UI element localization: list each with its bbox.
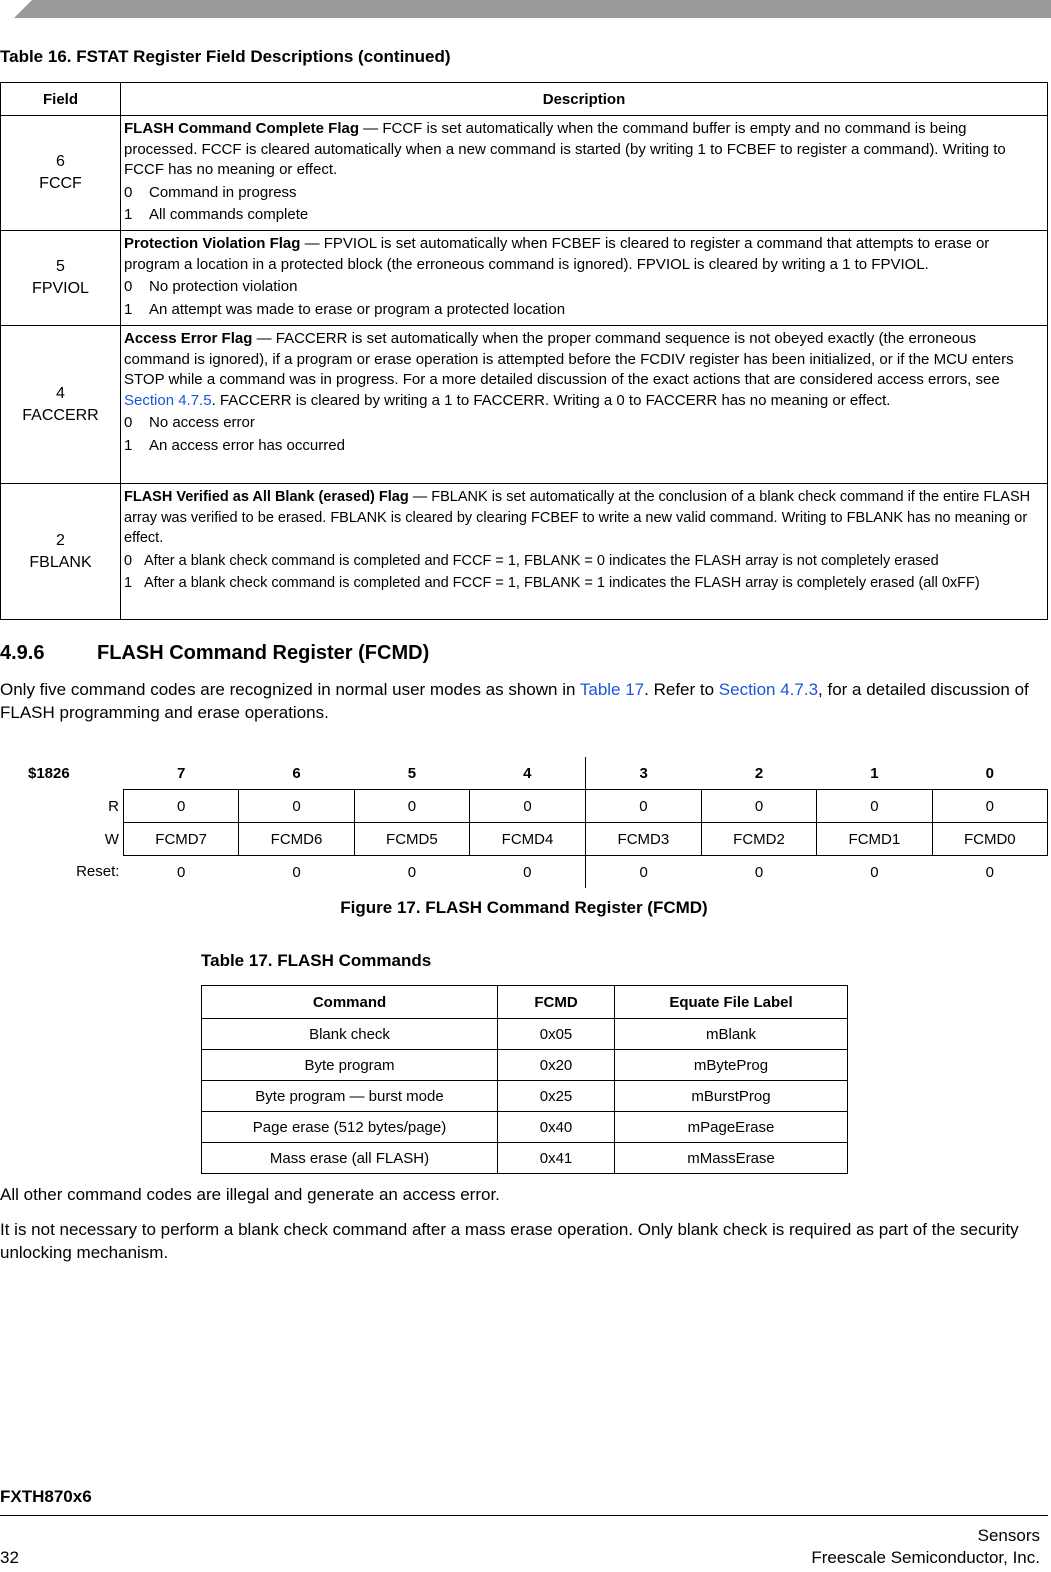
field-title: Protection Violation Flag bbox=[124, 235, 301, 252]
read-bit-value: 0 bbox=[701, 790, 816, 823]
table-row bbox=[1, 484, 1048, 620]
description-cell bbox=[121, 231, 1048, 326]
register-address: $1826 bbox=[28, 764, 70, 782]
reset-bit-value: 0 bbox=[292, 863, 301, 881]
write-bit-field: FCMD3 bbox=[585, 823, 701, 856]
bit-number: 4 bbox=[470, 757, 586, 790]
bit-number: 5 bbox=[407, 764, 417, 782]
write-bit-field: FCMD2 bbox=[701, 823, 816, 856]
reset-bit-value: 0 bbox=[639, 863, 648, 881]
field-bit: 2 bbox=[56, 531, 65, 549]
bit-number: 7 bbox=[176, 764, 186, 782]
page-number: 32 bbox=[0, 1548, 19, 1567]
intro-text: . Refer to bbox=[644, 680, 719, 699]
reset-bit-value: 0 bbox=[870, 863, 879, 881]
footer-doc-id: FXTH870x6 bbox=[0, 1487, 92, 1506]
table-row bbox=[1, 231, 1048, 326]
table-17-caption: Table 17. FLASH Commands bbox=[201, 951, 432, 970]
value-text: After a blank check command is completed and FCCF = 1, FBLANK = 0 indicates the FLASH array is not completely erased bbox=[144, 552, 939, 569]
value-text: An attempt was made to erase or program a protected location bbox=[149, 300, 566, 318]
section-heading bbox=[0, 642, 429, 665]
footer-line-company: Freescale Semiconductor, Inc. bbox=[811, 1548, 1040, 1567]
field-description: — FCCF is set automatically when the command buffer is empty and no command is being processed. FCCF is cleared automatically when a new command is started (by writing 1 to FCBEF to register a command). Writing to FCCF has no meaning or effect. bbox=[124, 120, 1006, 178]
column-header-fcmd: FCMD bbox=[498, 986, 615, 1019]
fstat-field-table bbox=[0, 82, 1048, 620]
command-label: mBlank bbox=[615, 1019, 848, 1050]
value-text: Command in progress bbox=[149, 183, 297, 201]
column-header-command: Command bbox=[202, 986, 498, 1019]
write-bit-field: FCMD0 bbox=[932, 823, 1047, 856]
field-cell bbox=[1, 116, 121, 231]
read-bit-value: 0 bbox=[470, 790, 586, 823]
column-header-description: Description bbox=[121, 83, 1048, 116]
section-intro-paragraph bbox=[0, 678, 1046, 724]
command-label: mMassErase bbox=[615, 1143, 848, 1174]
field-description-cont: . FACCERR is cleared by writing a 1 to FACCERR. Writing a 0 to FACCERR has no meaning or effect. bbox=[211, 391, 891, 409]
command-code: 0x05 bbox=[498, 1019, 615, 1050]
reset-bit-value: 0 bbox=[754, 863, 764, 881]
paragraph-illegal-codes: All other command codes are illegal and generate an access error. bbox=[0, 1185, 500, 1204]
table-row bbox=[1, 116, 1048, 231]
figure-17-caption: Figure 17. FLASH Command Register (FCMD) bbox=[340, 898, 708, 917]
table-17-link[interactable]: Table 17 bbox=[579, 680, 645, 699]
value-number: 1 bbox=[124, 575, 133, 591]
command-code: 0x20 bbox=[498, 1050, 615, 1081]
command-name: Byte program bbox=[202, 1050, 498, 1081]
table-row bbox=[202, 1081, 848, 1112]
paragraph-blank-check: It is not necessary to perform a blank check command after a mass erase operation. Only blank check is required as part of the security unlocking mechanism. bbox=[0, 1220, 1019, 1262]
field-title: Access Error Flag bbox=[124, 330, 253, 347]
table-header-row bbox=[202, 986, 848, 1019]
description-cell bbox=[121, 326, 1048, 484]
command-label: mByteProg bbox=[615, 1050, 848, 1081]
read-bit-value: 0 bbox=[932, 790, 1047, 823]
value-number: 1 bbox=[124, 436, 133, 454]
table-row bbox=[1, 326, 1048, 484]
table-row bbox=[202, 1112, 848, 1143]
value-text: No access error bbox=[149, 414, 255, 431]
column-header-equate-label: Equate File Label bbox=[615, 986, 848, 1019]
command-name: Page erase (512 bytes/page) bbox=[202, 1112, 498, 1143]
write-label: W bbox=[104, 830, 119, 848]
field-cell bbox=[1, 326, 121, 484]
table-header-row bbox=[1, 83, 1048, 116]
register-read-row bbox=[0, 790, 1048, 823]
value-number: 0 bbox=[124, 552, 133, 569]
column-header-field: Field bbox=[1, 83, 121, 116]
read-bit-value: 0 bbox=[817, 790, 932, 823]
field-description: — FACCERR is set automatically when the proper command sequence is not obeyed exactly (the erroneous command is ignored), if a program or erase operation is attempted before the FCDIV register has been initialized, or if the MCU enters STOP while a command was in progress. For a more detailed discussion of the exact actions that are considered access errors, see bbox=[124, 330, 1014, 388]
field-title: FLASH Verified as All Blank (erased) Flag bbox=[124, 489, 409, 505]
command-code: 0x25 bbox=[498, 1081, 615, 1112]
value-number: 0 bbox=[124, 414, 133, 431]
bit-number: 6 bbox=[292, 764, 301, 782]
write-bit-field: FCMD7 bbox=[123, 823, 238, 856]
command-code: 0x41 bbox=[498, 1143, 615, 1174]
read-bit-value: 0 bbox=[354, 790, 469, 823]
command-name: Byte program — burst mode bbox=[202, 1081, 498, 1112]
field-bit: 4 bbox=[56, 384, 65, 402]
value-text: No protection violation bbox=[149, 278, 298, 295]
field-cell bbox=[1, 231, 121, 326]
bit-number: 3 bbox=[639, 764, 648, 782]
bit-number: 0 bbox=[985, 764, 994, 782]
field-name: FPVIOL bbox=[32, 280, 89, 297]
value-number: 1 bbox=[124, 300, 133, 318]
register-bit-row bbox=[0, 757, 1048, 790]
write-bit-field: FCMD4 bbox=[470, 823, 586, 856]
reset-bit-value: 0 bbox=[407, 863, 417, 881]
command-label: mPageErase bbox=[615, 1112, 848, 1143]
command-name: Blank check bbox=[202, 1019, 498, 1050]
field-name: FBLANK bbox=[29, 553, 92, 571]
command-code: 0x40 bbox=[498, 1112, 615, 1143]
reset-label: Reset: bbox=[76, 863, 120, 881]
intro-text: Only five command codes are recognized in normal user modes as shown in bbox=[0, 680, 580, 699]
value-text: After a blank check command is completed and FCCF = 1, FBLANK = 1 indicates the FLASH array is completely erased (all 0xFF) bbox=[144, 575, 980, 591]
footer-divider bbox=[0, 1515, 1048, 1516]
read-label: R bbox=[108, 797, 119, 815]
command-name: Mass erase (all FLASH) bbox=[202, 1143, 498, 1174]
reset-bit-value: 0 bbox=[470, 856, 586, 889]
value-number: 0 bbox=[124, 183, 133, 201]
field-description: — FPVIOL is set automatically when FCBEF is cleared to register a command that attempts to erase or program a location in a protected block (the erroneous command is ignored). FPVIOL is cleared by writing a 1 to FPVIOL. bbox=[124, 235, 990, 273]
intro-text: , for a detailed discussion of FLASH programming and erase operations. bbox=[0, 680, 1029, 722]
section-4-7-5-link[interactable]: Section 4.7.5 bbox=[124, 391, 212, 409]
table-row bbox=[202, 1050, 848, 1081]
field-bit: 5 bbox=[56, 258, 65, 275]
command-label: mBurstProg bbox=[615, 1081, 848, 1112]
bit-number: 1 bbox=[870, 764, 879, 782]
value-text: All commands complete bbox=[149, 206, 309, 223]
write-bit-field: FCMD6 bbox=[239, 823, 354, 856]
reset-bit-value: 0 bbox=[985, 863, 994, 881]
field-name: FCCF bbox=[39, 175, 82, 192]
read-bit-value: 0 bbox=[585, 790, 701, 823]
table-16-caption: Table 16. FSTAT Register Field Descriptions (continued) bbox=[0, 47, 451, 66]
field-bit: 6 bbox=[56, 153, 65, 170]
reset-bit-value: 0 bbox=[176, 863, 186, 881]
value-text: An access error has occurred bbox=[149, 436, 345, 454]
register-reset-row bbox=[0, 856, 1048, 889]
fcmd-register-diagram bbox=[0, 757, 1048, 888]
section-4-7-3-link[interactable]: Section 4.7.3 bbox=[718, 680, 819, 699]
field-cell bbox=[1, 484, 121, 620]
section-title: FLASH Command Register (FCMD) bbox=[97, 642, 430, 664]
field-name: FACCERR bbox=[22, 406, 99, 424]
section-number: 4.9.6 bbox=[0, 642, 45, 664]
flash-commands-table bbox=[201, 985, 848, 1174]
footer-line-sensors: Sensors bbox=[977, 1526, 1040, 1545]
write-bit-field: FCMD1 bbox=[817, 823, 932, 856]
register-write-row bbox=[0, 823, 1048, 856]
field-title: FLASH Command Complete Flag bbox=[124, 120, 360, 137]
read-bit-value: 0 bbox=[123, 790, 238, 823]
table-row bbox=[202, 1143, 848, 1174]
value-number: 1 bbox=[124, 206, 133, 223]
description-cell bbox=[121, 116, 1048, 231]
table-row bbox=[202, 1019, 848, 1050]
write-bit-field: FCMD5 bbox=[354, 823, 469, 856]
field-description: — FBLANK is set automatically at the conclusion of a blank check command if the entire FLASH array was verified to be erased. FBLANK is cleared by clearing FCBEF to write a new valid command. Writing to FBLANK has no meaning or effect. bbox=[124, 489, 1031, 546]
header-decoration-bar bbox=[0, 0, 1051, 18]
value-number: 0 bbox=[124, 278, 133, 295]
read-bit-value: 0 bbox=[239, 790, 354, 823]
description-cell bbox=[121, 484, 1048, 620]
bit-number: 2 bbox=[754, 764, 764, 782]
